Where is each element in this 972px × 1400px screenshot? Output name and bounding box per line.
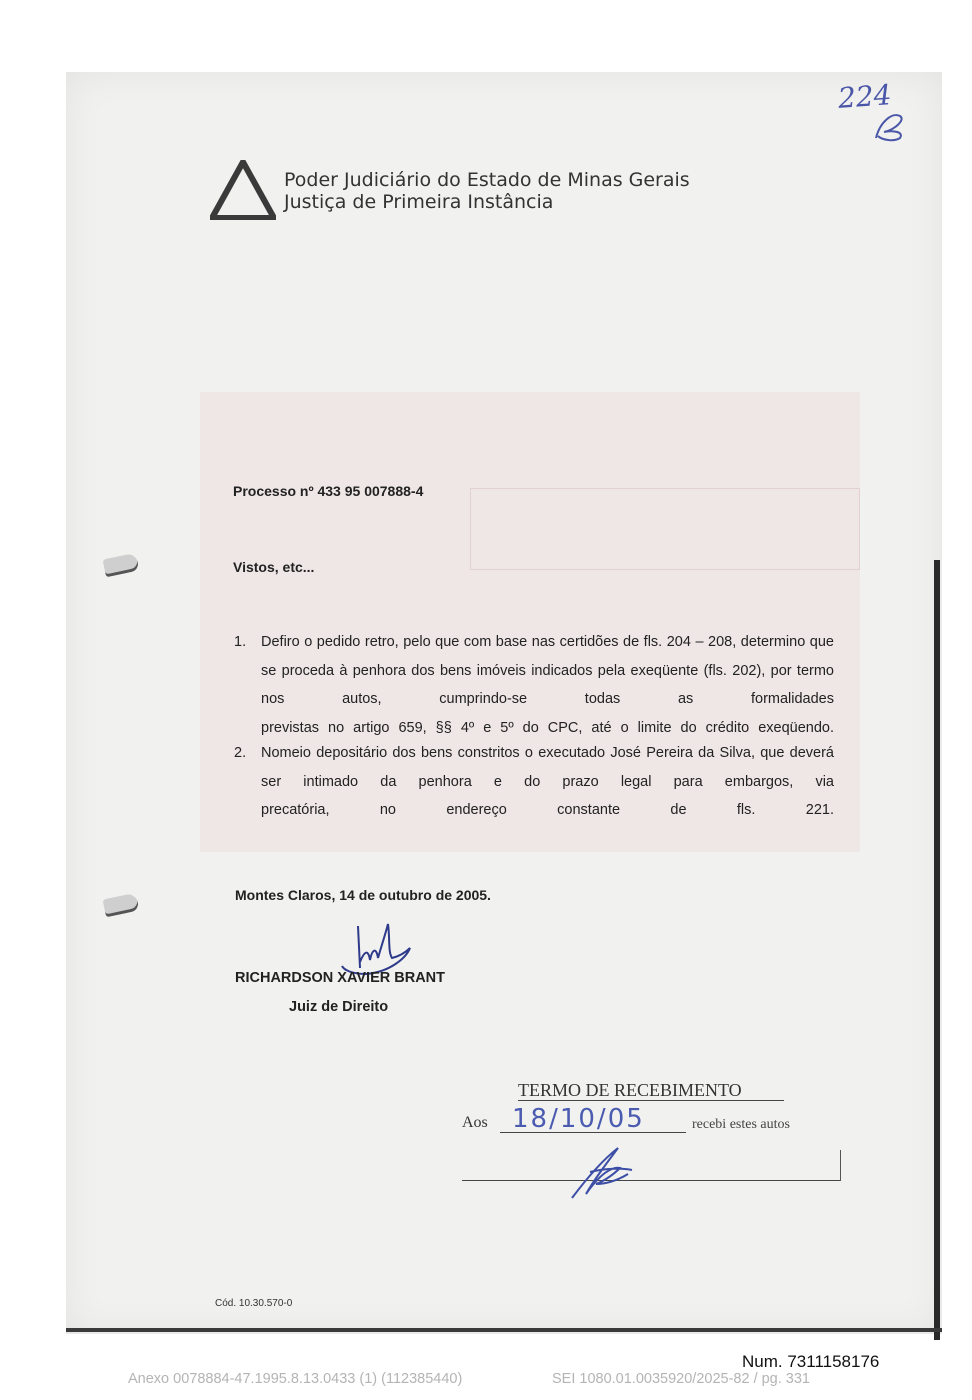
receipt-prefix: Aos [462, 1114, 488, 1131]
item-number: 1. [234, 634, 247, 650]
decision-item-2 [234, 739, 834, 825]
receipt-line-end [840, 1150, 841, 1181]
document-number: Num. 7311158176 [742, 1352, 880, 1371]
place-and-date: Montes Claros, 14 de outubro de 2005. [235, 887, 491, 903]
item-line: precatória, no endereço constante de fls. 221. [261, 802, 834, 818]
decision-item-1 [234, 628, 834, 742]
item-line: exeqüente (fls. 202), por termo nos autos, cumprindo-se todas as formalidades [261, 662, 834, 707]
item-line: deverá ser intimado da penhora e do prazo legal para embargos, via [261, 745, 834, 790]
judge-name: RICHARDSON XAVIER BRANT [235, 970, 445, 986]
process-number: Processo nº 433 95 007888-4 [233, 483, 424, 499]
item-line: Nomeio depositário dos bens constritos o executado José Pereira da Silva, que [261, 745, 785, 761]
footer-sei-reference: SEI 1080.01.0035920/2025-82 / pg. 331 [552, 1371, 810, 1387]
greeting: Vistos, etc... [233, 559, 315, 575]
item-number: 2. [234, 745, 247, 761]
receipt-date: 18/10/05 [512, 1104, 645, 1134]
bleed-through-box [470, 488, 860, 570]
receipt-signature-line [462, 1180, 840, 1181]
folio-number: 224 [836, 78, 893, 115]
judge-signature [330, 918, 420, 978]
item-line: previstas no artigo 659, §§ 4º e 5º do CPC, até o limite do crédito exeqüendo. [261, 719, 834, 736]
footer-annex: Anexo 0078884-47.1995.8.13.0433 (1) (112385440) [128, 1371, 463, 1387]
folio-initial-signature [870, 108, 910, 144]
receipt-title-underline [518, 1100, 784, 1101]
page-bottom-edge [66, 1328, 942, 1332]
item-line: Defiro o pedido retro, pelo que com base nas certidões de fls. 204 – 208, [261, 634, 737, 650]
court-name: Poder Judiciário do Estado de Minas Gerais [284, 169, 690, 191]
judge-title: Juiz de Direito [289, 999, 389, 1015]
court-instance: Justiça de Primeira Instância [284, 191, 554, 213]
receipt-title: TERMO DE RECEBIMENTO [518, 1080, 742, 1100]
page-edge-shadow [934, 560, 940, 1340]
receipt-suffix: recebi estes autos [692, 1117, 790, 1132]
receipt-signature [566, 1144, 636, 1202]
form-code: Cód. 10.30.570-0 [215, 1298, 293, 1309]
court-triangle-logo-icon [210, 160, 276, 220]
item-line: determino que se proceda à penhora dos bens imóveis indicados pela [261, 634, 834, 679]
